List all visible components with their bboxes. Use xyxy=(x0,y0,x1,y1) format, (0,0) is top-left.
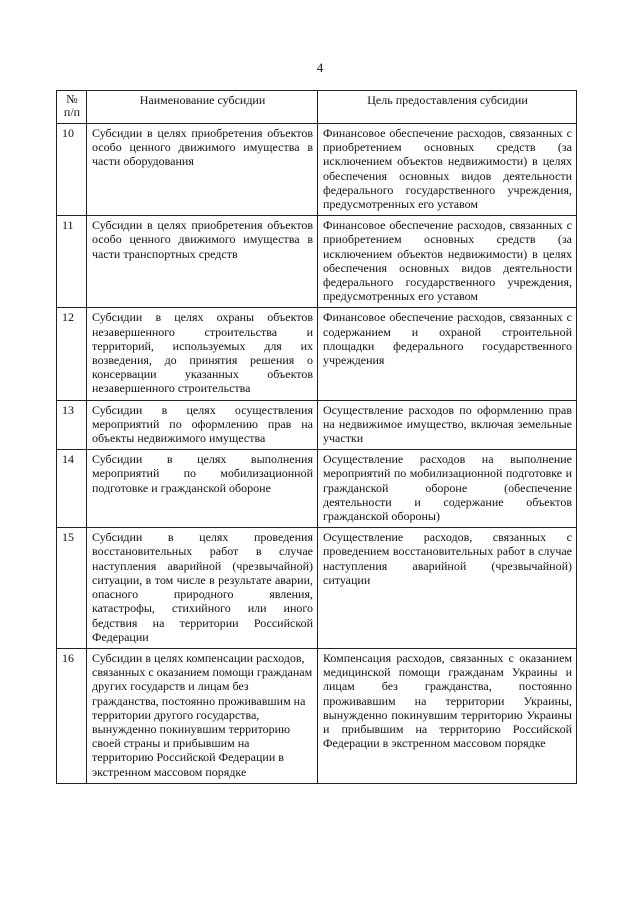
table-row xyxy=(57,648,577,783)
table-header-row xyxy=(57,91,577,124)
subsidy-goal: Осуществление расходов на выполнение мероприятий по мобилизационной подготовке и гражданской обороне (обеспечение деятельности и содержание объектов гражданской обороны) xyxy=(318,450,577,528)
header-subsidy-name: Наименование субсидии xyxy=(87,91,318,124)
table-row xyxy=(57,450,577,528)
table-row xyxy=(57,400,577,450)
header-subsidy-goal: Цель предоставления субсидии xyxy=(318,91,577,124)
page-number: 4 xyxy=(316,60,324,75)
subsidy-name: Субсидии в целях охраны объектов незавершенного строительства и территорий, используемых для их возведения, до принятия решения о консервации указанных объектов незавершенного строительства xyxy=(87,308,318,400)
subsidy-name: Субсидии в целях выполнения мероприятий по мобилизационной подготовке и гражданской обороне xyxy=(87,450,318,528)
subsidy-name: Субсидии в целях проведения восстановительных работ в случае наступления аварийной (чрезвычайной) ситуации, в том числе в результате аварии, опасного природного явления, катастрофы, стихийного или иного бедствия на территории Российской Федерации xyxy=(87,528,318,649)
row-number: 13 xyxy=(57,400,87,450)
row-number: 10 xyxy=(57,124,87,216)
subsidy-goal: Осуществление расходов, связанных с проведением восстановительных работ в случае наступления аварийной (чрезвычайной) ситуации xyxy=(318,528,577,649)
table-row xyxy=(57,308,577,400)
row-number: 11 xyxy=(57,216,87,308)
table-row xyxy=(57,124,577,216)
subsidy-goal: Осуществление расходов по оформлению прав на недвижимое имущество, включая земельные участки xyxy=(318,400,577,450)
table-row xyxy=(57,528,577,649)
subsidies-table xyxy=(56,90,577,784)
row-number: 16 xyxy=(57,648,87,783)
row-number: 15 xyxy=(57,528,87,649)
subsidy-goal: Финансовое обеспечение расходов, связанных с приобретением основных средств (за исключением объектов недвижимости) в целях обеспечения основных видов деятельности федерального государственного учреждения, предусмотренных его уставом xyxy=(318,216,577,308)
table-row xyxy=(57,216,577,308)
row-number: 14 xyxy=(57,450,87,528)
subsidy-name: Субсидии в целях приобретения объектов особо ценного движимого имущества в части транспортных средств xyxy=(87,216,318,308)
header-number: № п/п xyxy=(57,91,87,124)
subsidy-name: Субсидии в целях приобретения объектов особо ценного движимого имущества в части оборудования xyxy=(87,124,318,216)
subsidy-goal: Финансовое обеспечение расходов, связанных с содержанием и охраной строительной площадки федерального государственного учреждения xyxy=(318,308,577,400)
row-number: 12 xyxy=(57,308,87,400)
subsidy-name: Субсидии в целях осуществления мероприятий по оформлению прав на объекты недвижимого имущества xyxy=(87,400,318,450)
subsidy-name: Субсидии в целях компенсации расходов, связанных с оказанием помощи гражданам других государств и лицам без гражданства, постоянно проживавшим на территории другого государства, вынужденно покинувшим территорию своей страны и прибывшим на территорию Российской Федерации в экстренном массовом порядке xyxy=(87,648,318,783)
subsidy-goal: Финансовое обеспечение расходов, связанных с приобретением основных средств (за исключением объектов недвижимости) в целях обеспечения основных видов деятельности федерального государственного учреждения, предусмотренных его уставом xyxy=(318,124,577,216)
subsidy-goal: Компенсация расходов, связанных с оказанием медицинской помощи гражданам Украины и лицам без гражданства, постоянно проживавшим на территории Украины, вынужденно покинувшим территорию Украины и прибывшим на территорию Российской Федерации в экстренном массовом порядке xyxy=(318,648,577,783)
